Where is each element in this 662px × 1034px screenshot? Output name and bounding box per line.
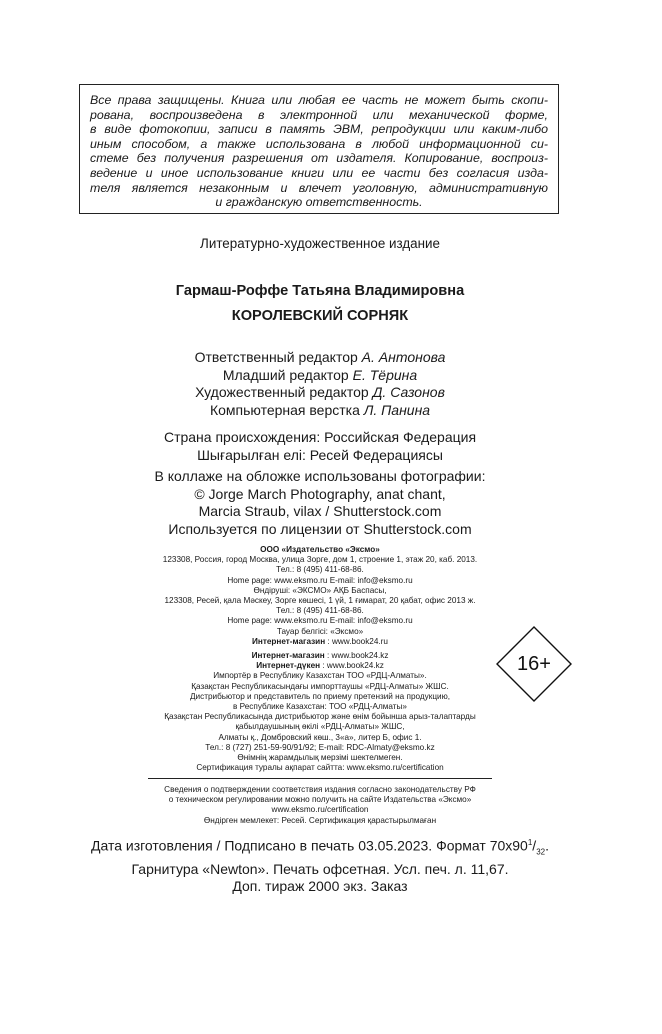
- format-denominator: 32: [536, 847, 546, 857]
- origin-kz: Шығарылған елі: Ресей Федерациясы: [197, 446, 443, 463]
- distributor-ru: в Республике Казахстан: ТОО «РДЦ-Алматы»: [233, 702, 407, 712]
- publisher-address: 123308, Россия, город Москва, улица Зорге, дом 1, строение 1, этаж 20, каб. 2013.: [162, 555, 478, 565]
- publisher-web: Home page: www.eksmo.ru E-mail: info@eksmo.ru: [227, 575, 413, 585]
- shop-url: : www.book24.kz: [324, 651, 389, 661]
- editorial-credits: [0, 349, 640, 419]
- publisher-web-kz: Home page: www.eksmo.ru E-mail: info@eksmo.ru: [227, 616, 413, 626]
- compliance-line: Өндірген мемлекет: Ресей. Сертификация қарастырылмаған: [203, 815, 437, 825]
- credit-role: Художественный редактор: [195, 384, 369, 401]
- compliance-line: о техническом регулировании можно получить на сайте Издательства «Эксмо»: [168, 795, 472, 805]
- cover-photo-credits: [0, 468, 640, 538]
- publisher-phone-kz: Тел.: 8 (495) 411-68-86.: [276, 606, 364, 616]
- rights-line: стеме без получения разрешения от издателя. Копирование, воспроиз-: [90, 151, 548, 166]
- shop-label: Интернет-магазин: [252, 636, 326, 646]
- compliance-info: [0, 781, 640, 826]
- distributor-kz: қабылдаушының өкілі «РДЦ-Алматы» ЖШС,: [235, 722, 405, 732]
- publisher-phone: Тел.: 8 (495) 411-68-86.: [276, 565, 364, 575]
- country-of-origin: [0, 429, 640, 464]
- rights-notice-box: [79, 84, 559, 214]
- print-imprint: [0, 834, 640, 896]
- edition-type: Литературно-художественное издание: [200, 236, 440, 251]
- rights-line: Все права защищены. Книга или любая ее часть не может быть скопи-: [90, 93, 548, 107]
- age-rating-badge: [495, 625, 573, 703]
- rights-line: и гражданскую ответственность.: [215, 195, 423, 210]
- section-divider: [148, 778, 492, 779]
- publisher-maker-kz: Өндіруші: «ЭКСМО» АҚБ Баспасы,: [253, 585, 387, 595]
- credit-role: Ответственный редактор: [194, 349, 358, 365]
- age-rating-text: 16+: [517, 652, 551, 675]
- distributor-kz: Қазақстан Республикасында дистрибьютор және өнім бойынша арыз-талаптарды: [164, 712, 476, 722]
- almaty-address: Алматы қ., Домбровский көш., 3«а», литер Б, офис 1.: [218, 732, 422, 742]
- compliance-line: Сведения о подтверждении соответствия издания согласно законодательству РФ: [164, 785, 476, 794]
- photo-credit-line: Marcia Straub, vilax / Shutterstock.com: [198, 503, 442, 520]
- rights-line: теля является незаконным и влечет уголовную, административную: [90, 180, 548, 195]
- importer-ru: Импортёр в Республику Казахстан ТОО «РДЦ-Алматы».: [213, 671, 427, 681]
- credit-role: Младший редактор: [222, 366, 349, 383]
- format-numerator: 1: [527, 838, 533, 847]
- photo-credit-line: Используется по лицензии от Shutterstock.com: [168, 520, 472, 537]
- imprint-line-2: Гарнитура «Newton». Печать офсетная. Усл. печ. л. 11,67.: [131, 860, 509, 877]
- rights-line: ведение и иное использование книги или ее части без согласия изда-: [90, 165, 548, 180]
- author-name: Гармаш-Роффе Татьяна Владимировна: [175, 283, 465, 299]
- almaty-phone: Тел.: 8 (727) 251-59-90/91/92; E-mail: RDC-Almaty@eksmo.kz: [205, 742, 435, 752]
- rights-line: иным способом, а также использована в любой информационной си-: [90, 136, 548, 151]
- trademark-kz: Тауар белгісі: «Эксмо»: [276, 626, 364, 636]
- certification-info: Сертификация туралы ақпарат сайтта: www.eksmo.ru/certification: [196, 763, 444, 773]
- shop-url: : www.book24.kz: [320, 661, 384, 671]
- shop-label: Интернет-магазин: [251, 651, 325, 661]
- credit-name: А. Антонова: [361, 349, 446, 365]
- credit-name: Е. Тёрина: [352, 366, 418, 383]
- origin-ru: Страна происхождения: Российская Федерация: [163, 429, 477, 445]
- book-title: КОРОЛЕВСКИЙ СОРНЯК: [231, 308, 409, 324]
- shop-label: Интернет-дүкен: [256, 661, 321, 671]
- publisher-address-kz: 123308, Ресей, қала Мәскеу, Зорге көшесі, 1 үй, 1 ғимарат, 20 қабат, офис 2013 ж.: [164, 596, 476, 606]
- shelf-life: Өнімнің жарамдылық мерзімі шектелмеген.: [237, 753, 403, 763]
- imprint-line-1: [0, 834, 640, 861]
- distributor-ru: Дистрибьютор и представитель по приему претензий на продукцию,: [190, 691, 450, 701]
- format-separator: /: [532, 837, 537, 854]
- credit-name: Д. Сазонов: [372, 384, 445, 401]
- credit-line: [0, 384, 640, 402]
- rights-line: в виде фотокопии, записи в память ЭВМ, репродукции или каким-либо: [90, 122, 548, 137]
- credit-name: Л. Панина: [363, 401, 431, 418]
- credit-line: [0, 367, 640, 385]
- photo-credit-line: © Jorge March Photography, anat chant,: [194, 485, 446, 502]
- importer-kz: Қазақстан Республикасындағы импорттаушы «РДЦ-Алматы» ЖШС.: [191, 681, 449, 691]
- credit-line: [0, 402, 640, 420]
- imprint-text: Дата изготовления / Подписано в печать 03.05.2023. Формат 70х90: [91, 837, 528, 854]
- imprint-text-end: .: [545, 837, 549, 854]
- credit-role: Компьютерная верстка: [209, 401, 360, 418]
- imprint-line-3: Доп. тираж 2000 экз. Заказ: [232, 878, 408, 895]
- credit-line: [0, 349, 640, 367]
- shop-url: : www.book24.ru: [325, 636, 388, 646]
- publisher-name: ООО «Издательство «Эксмо»: [260, 545, 380, 554]
- rights-line: рована, воспроизведена в электронной или механической форме,: [90, 107, 548, 122]
- compliance-line: www.eksmo.ru/certification: [271, 805, 369, 815]
- photo-credit-line: В коллаже на обложке использованы фотографии:: [154, 468, 486, 484]
